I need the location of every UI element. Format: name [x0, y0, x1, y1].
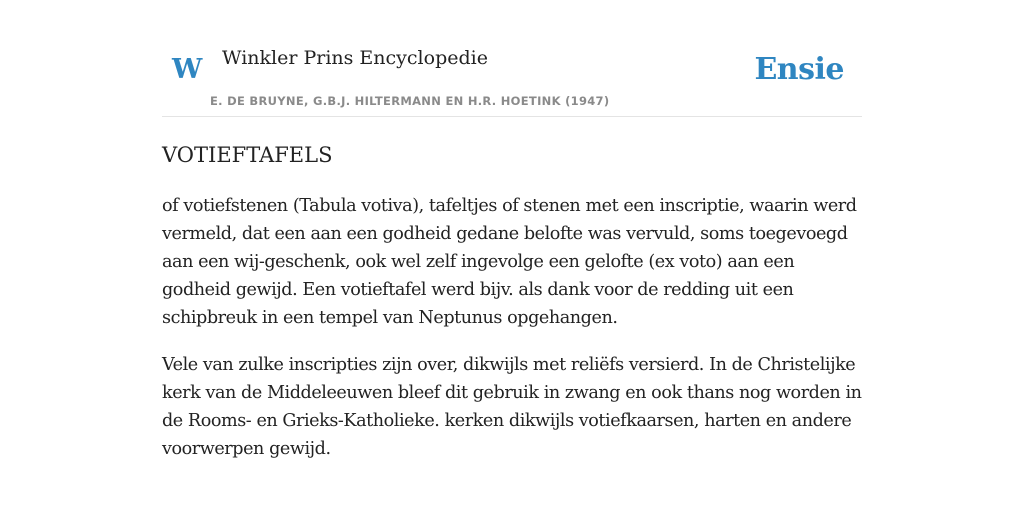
- winkler-prins-logo[interactable]: W: [172, 54, 203, 85]
- article-page: [162, 0, 862, 512]
- article-paragraph: Vele van zulke inscripties zijn over, dikwijls met reliëfs versierd. In de Christelijke kerk van de Middeleeuwen bleef dit gebruik in zwang en ook thans nog worden in de Rooms- en Grieks-Katholieke. kerken dikwijls votiefkaarsen, harten en andere voorwerpen gewijd.: [162, 355, 862, 459]
- article-paragraph: of votiefstenen (Tabula votiva), tafeltjes of stenen met een inscriptie, waarin werd vermeld, dat een aan een godheid gedane belofte was vervuld, soms toegevoegd aan een wij-geschenk, ook wel zelf ingevolge een gelofte (ex voto) aan een godheid gewijd. Een votieftafel werd bijv. als dank voor de redding uit een schipbreuk in een tempel van Neptunus opgehangen.: [162, 196, 857, 328]
- ensie-logo[interactable]: Ensie: [754, 52, 844, 87]
- source-header: [162, 0, 862, 117]
- article-body: [162, 192, 862, 482]
- source-title[interactable]: Winkler Prins Encyclopedie: [222, 47, 488, 69]
- article-title: VOTIEFTAFELS: [162, 143, 333, 167]
- source-authors: E. DE BRUYNE, G.B.J. HILTERMANN EN H.R. HOETINK (1947): [210, 94, 610, 108]
